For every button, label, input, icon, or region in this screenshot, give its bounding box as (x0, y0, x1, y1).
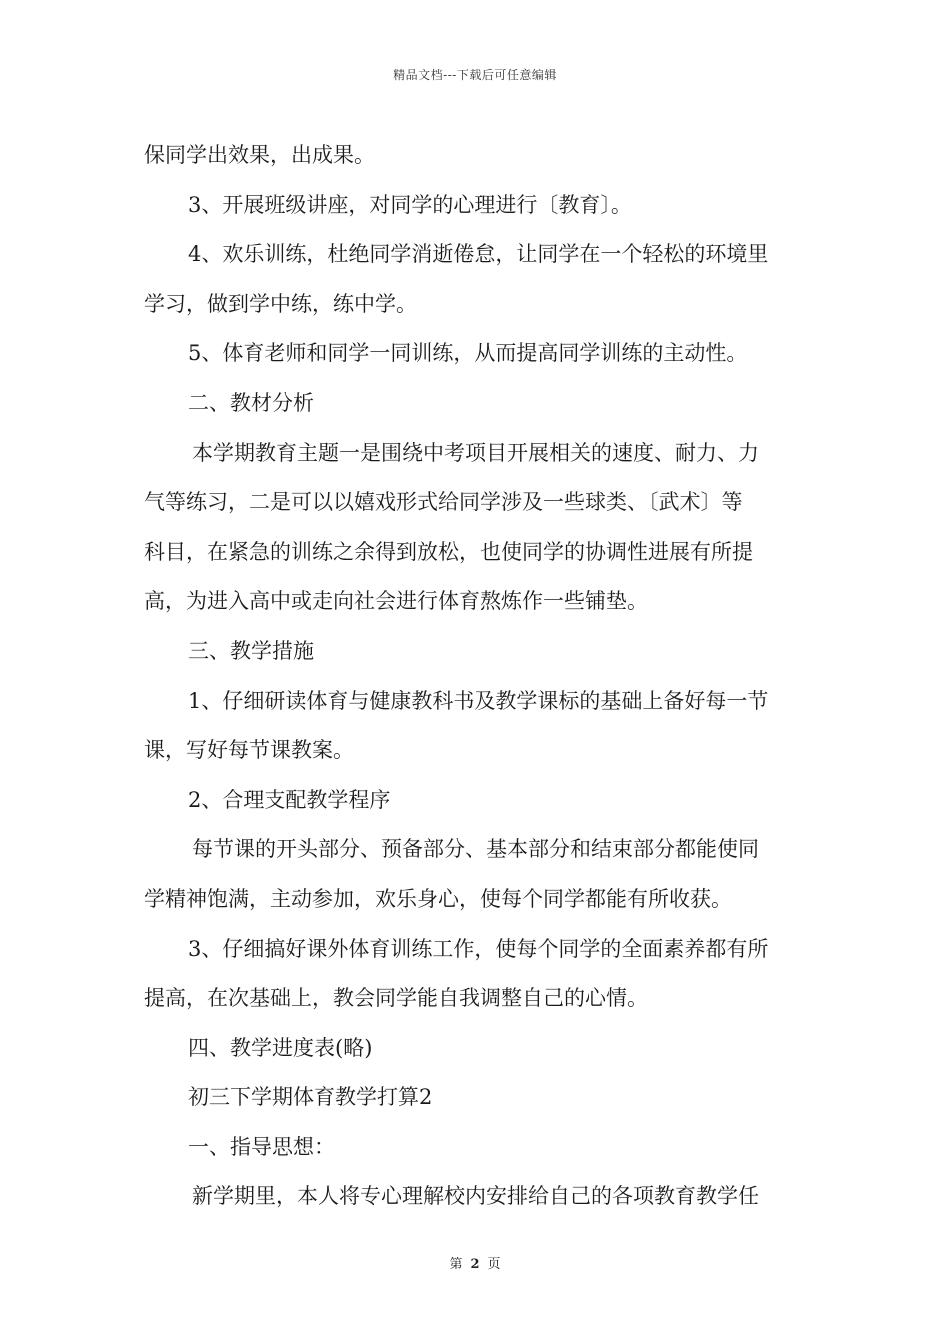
section-heading: 四、教学进度表(略) (188, 1035, 373, 1060)
text-line: 高，为进入高中或走向社会进行体育熬炼作一些铺垫。 (144, 589, 648, 614)
text-line: 保同学出效果，出成果。 (144, 143, 375, 167)
text-line: 学习，做到学中练，练中学。 (144, 291, 417, 316)
text-line: 每节课的开头部分、预备部分、基本部分和结束部分都能使同 (192, 837, 759, 862)
section-heading: 一、指导思想： (188, 1134, 335, 1159)
text-line: 本学期教育主题一是围绕中考项目开展相关的速度、耐力、力 (192, 440, 759, 465)
text-line: 学精神饱满，主动参加，欢乐身心，使每个同学都能有所收获。 (144, 886, 732, 911)
text-line: 课，写好每节课教案。 (144, 738, 354, 763)
text-line: 气等练习，二是可以以嬉戏形式给同学涉及一些球类、〔武术〕等 (144, 490, 743, 515)
page-number-suffix: 页 (487, 1257, 501, 1272)
text-line: 科目，在紧急的训练之余得到放松，也使同学的协调性进展有所提 (144, 539, 753, 564)
document-body (144, 131, 812, 1222)
text-line: 2、合理支配教学程序 (188, 787, 391, 812)
text-line: 4、欢乐训练，杜绝同学消逝倦怠，让同学在一个轻松的环境里 (188, 242, 769, 267)
text-line: 5、体育老师和同学一同训练，从而提高同学训练的主动性。 (188, 341, 748, 366)
text-line: 3、开展班级讲座，对同学的心理进行〔教育〕。 (188, 192, 632, 217)
page-number-prefix: 第 (449, 1257, 463, 1272)
page-footer (0, 1253, 950, 1272)
page-header: 精品文档---下载后可任意编辑 (393, 68, 557, 82)
text-line: 1、仔细研读体育与健康教科书及教学课标的基础上备好每一节 (188, 688, 769, 713)
section-heading: 三、教学措施 (188, 638, 314, 663)
text-line: 3、仔细搞好课外体育训练工作，使每个同学的全面素养都有所 (188, 936, 769, 961)
text-line: 提高，在次基础上，教会同学能自我调整自己的心情。 (144, 986, 648, 1011)
document-title: 初三下学期体育教学打算2 (188, 1085, 433, 1110)
page-number: 2 (470, 1257, 480, 1272)
text-line: 新学期里，本人将专心理解校内安排给自己的各项教育教学任 (192, 1184, 759, 1209)
section-heading: 二、教材分析 (188, 390, 314, 415)
